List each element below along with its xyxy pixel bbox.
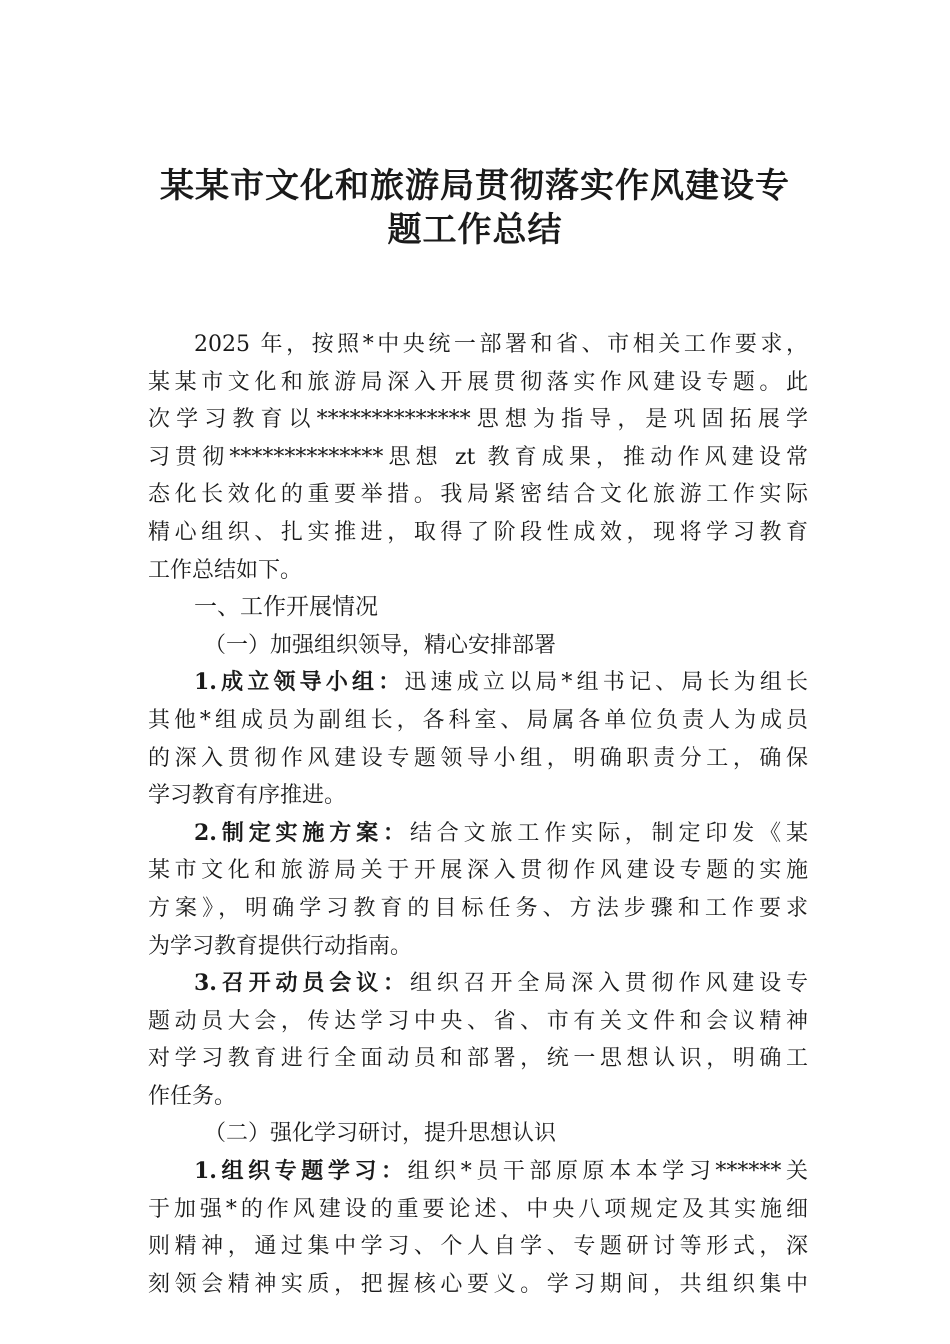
document-body: [148, 326, 808, 1303]
paragraph-line: 工作总结如下。: [148, 557, 303, 583]
paragraph-line: 精心组织、扎实推进，取得了阶段性成效，现将学习教育: [148, 519, 808, 545]
item-text: 迅速成立以局*组书记、局长为组长: [404, 670, 808, 696]
paragraph-line: 学习教育有序推进。: [148, 783, 347, 809]
item-label: 1.成立领导小组：: [194, 669, 405, 696]
paragraph-line: 某某市文化和旅游局深入开展贯彻落实作风建设专题。此: [148, 369, 808, 395]
paragraph-line: [148, 965, 808, 1003]
item-text: 结合文旅工作实际，制定印发《某: [409, 820, 808, 846]
paragraph-line: 题动员大会，传达学习中央、省、市有关文件和会议精神: [148, 1008, 808, 1034]
paragraph-line: 次学习教育以**************思想为指导，是巩固拓展学: [148, 407, 808, 433]
paragraph-line: 为学习教育提供行动指南。: [148, 933, 413, 959]
document-title-line-2: 题工作总结: [387, 210, 563, 250]
item-label: 3.召开动员会议：: [194, 970, 410, 997]
paragraph-line: 刻领会精神实质，把握核心要义。学习期间，共组织集中: [148, 1271, 808, 1297]
paragraph-line: 其他*组成员为副组长，各科室、局属各单位负责人为成员: [148, 707, 808, 733]
item-label: 2.制定实施方案：: [194, 819, 410, 846]
paragraph-line: 习贯彻**************思想 zt 教育成果，推动作风建设常: [148, 444, 808, 470]
item-text: 组织召开全局深入贯彻作风建设专: [409, 971, 808, 997]
paragraph-line: 2025 年，按照*中央统一部署和省、市相关工作要求，: [194, 332, 808, 357]
paragraph-line: 的深入贯彻作风建设专题领导小组，明确职责分工，确保: [148, 745, 808, 771]
section-heading: 一、工作开展情况: [194, 594, 378, 621]
paragraph-line: 某市文化和旅游局关于开展深入贯彻作风建设专题的实施: [148, 858, 808, 884]
document-title-line-1: 某某市文化和旅游局贯彻落实作风建设专: [160, 166, 790, 206]
subsection-heading: （一）加强组织领导，精心安排部署: [204, 632, 557, 658]
paragraph-line: 方案》，明确学习教育的目标任务、方法步骤和工作要求: [148, 895, 808, 921]
subsection-heading: （二）强化学习研讨，提升思想认识: [204, 1121, 557, 1147]
item-text: 组织*员干部原原本本学习******关: [407, 1159, 808, 1185]
paragraph-line: 作任务。: [148, 1083, 237, 1109]
item-label: 1.组织专题学习：: [194, 1158, 408, 1185]
paragraph-line: [148, 815, 808, 853]
paragraph-line: [148, 664, 808, 702]
paragraph-line: 则精神，通过集中学习、个人自学、专题研讨等形式，深: [148, 1234, 808, 1260]
paragraph-line: 对学习教育进行全面动员和部署，统一思想认识，明确工: [148, 1046, 808, 1072]
paragraph-line: 于加强*的作风建设的重要论述、中央八项规定及其实施细: [148, 1196, 808, 1222]
paragraph-line: [148, 1153, 808, 1191]
paragraph-line: 态化长效化的重要举措。我局紧密结合文化旅游工作实际: [148, 482, 808, 508]
